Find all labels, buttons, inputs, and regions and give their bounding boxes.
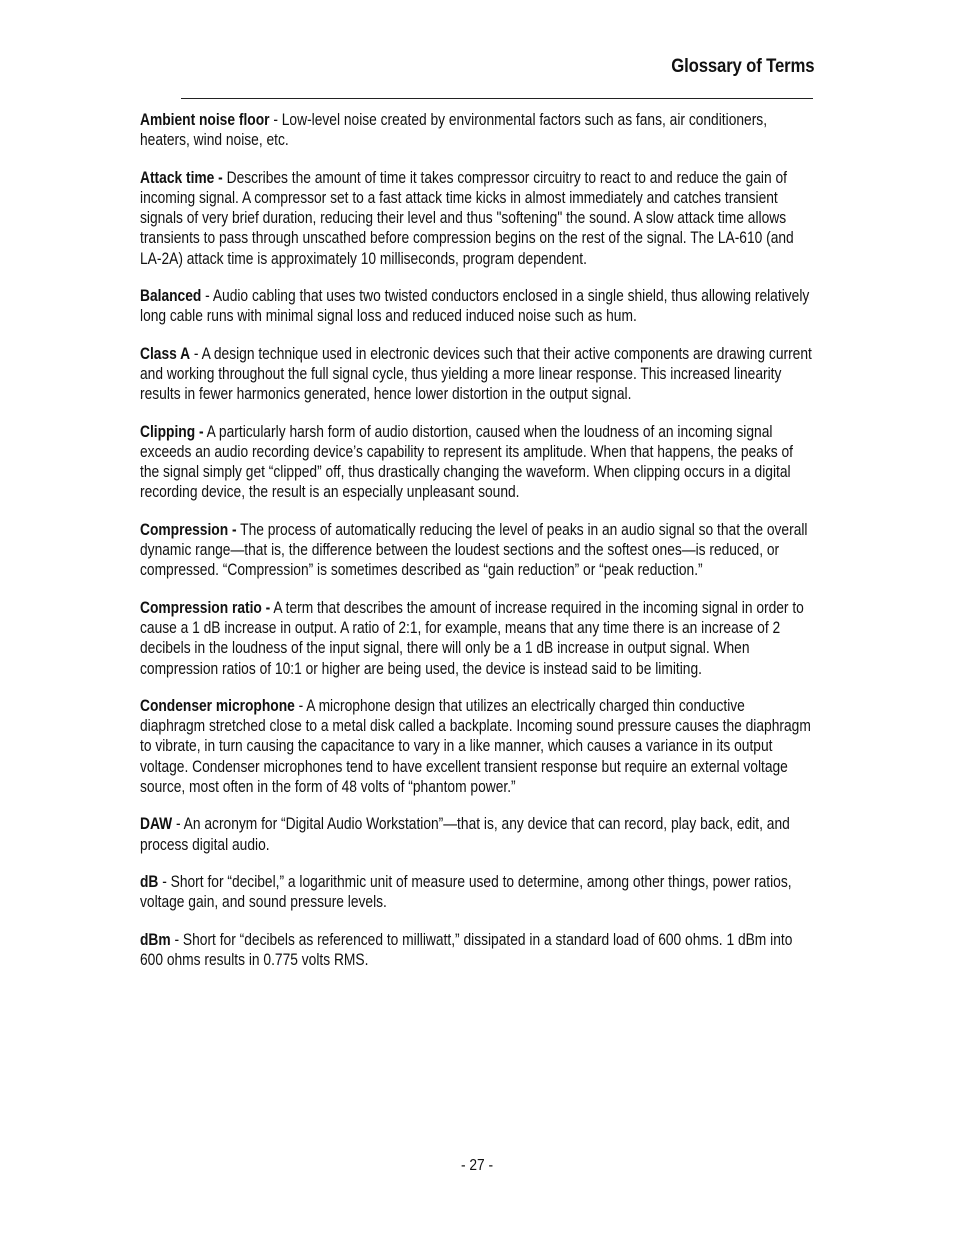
glossary-term: DAW	[140, 815, 173, 834]
glossary-entry-db	[140, 872, 813, 913]
term-separator: -	[269, 111, 282, 129]
glossary-term: Attack time -	[140, 168, 223, 187]
glossary-entry-class-a	[140, 344, 813, 405]
glossary-definition: A design technique used in electronic devices such that their active components are drawing current and working throughout the full signal cycle, thus yielding a more linear response. This increased linearity results in fewer harmonics generated, hence lower distortion in the output signal.	[140, 344, 812, 404]
page-number: - 27 -	[460, 1157, 494, 1174]
glossary-definition: Describes the amount of time it takes compressor circuitry to react to and reduce the gain of incoming signal. A compressor set to a fast attack time kicks in almost immediately and catches transient signals of very brief duration, reducing their level and thus "softening" the sound. A slow attack time allows transients to pass through unscathed before compression begins on the rest of the signal. The LA-610 (and LA-2A) attack time is approximately 10 milliseconds, program dependent.	[140, 168, 794, 268]
glossary-definition: A particularly harsh form of audio distortion, caused when the loudness of an incoming signal exceeds an audio recording device’s capability to represent its amplitude. When that happens, the peaks of the signal simply get “clipped” off, thus drastically changing the waveform. When clipping occurs in a digital recording device, the result is an especially unpleasant sound.	[140, 422, 793, 502]
glossary-definition: Low-level noise created by environmental factors such as fans, air conditioners, heaters, wind noise, etc.	[140, 111, 768, 150]
glossary-definition: A term that describes the amount of increase required in the incoming signal in order to cause a 1 dB increase in output. A ratio of 2:1, for example, means that any time there is an increase of 2 decibels in the loudness of the input signal, there will only be a 1 dB increase in output signal. When compression ratios of 10:1 or higher are being used, the device is instead said to be limiting.	[140, 598, 804, 678]
term-separator: -	[172, 815, 184, 834]
term-separator: -	[170, 930, 183, 949]
term-separator: -	[158, 872, 171, 891]
glossary-definition: An acronym for “Digital Audio Workstation”—that is, any device that can record, play back, edit, and process digital audio.	[140, 815, 790, 854]
glossary-term: dB	[140, 872, 159, 891]
glossary-entry-balanced	[140, 286, 813, 327]
glossary-definition: Short for “decibels as referenced to milliwatt,” dissipated in a standard load of 600 ohms. 1 dBm into 600 ohms results in 0.775 volts RMS.	[140, 930, 793, 969]
glossary-entry-ambient-noise-floor	[140, 110, 813, 151]
glossary-entry-daw	[140, 814, 813, 855]
glossary-term: Class A	[140, 344, 191, 363]
glossary-list	[140, 110, 813, 987]
term-separator: -	[190, 344, 202, 363]
glossary-term: Compression -	[140, 520, 237, 539]
glossary-entry-condenser-microphone	[140, 696, 813, 797]
glossary-term: dBm	[140, 930, 171, 949]
glossary-entry-compression-ratio	[140, 598, 813, 679]
glossary-entry-compression	[140, 520, 813, 581]
glossary-definition: A microphone design that utilizes an electrically charged thin conductive diaphragm stretched close to a metal disk called a backplate. Incoming sound pressure causes the diaphragm to vibrate, in turn causing the capacitance to vary in a like manner, which causes a variance in its output voltage. Condenser microphones tend to have excellent transient response but require an external voltage source, most often in the form of 48 volts of “phantom power.”	[140, 696, 811, 797]
glossary-entry-attack-time	[140, 168, 813, 269]
page-title: Glossary of Terms	[670, 55, 814, 77]
glossary-term: Condenser microphone	[140, 696, 295, 715]
glossary-term: Clipping -	[140, 422, 204, 441]
glossary-entry-dbm	[140, 930, 813, 971]
glossary-entry-clipping	[140, 422, 813, 503]
term-separator: -	[201, 287, 213, 306]
header-divider	[181, 98, 813, 99]
glossary-term: Ambient noise floor	[140, 111, 270, 129]
glossary-term: Compression ratio -	[140, 598, 271, 617]
term-separator: -	[294, 696, 307, 715]
glossary-definition: The process of automatically reducing the level of peaks in an audio signal so that the overall dynamic range—that is, the difference between the loudest sections and the softest ones—is reduced, or compressed. “Compression” is sometimes described as “gain reduction” or “peak reduction.”	[140, 520, 808, 580]
glossary-definition: Audio cabling that uses two twisted conductors enclosed in a single shield, thus allowing relatively long cable runs with minimal signal loss and reduced induced noise such as hum.	[140, 287, 810, 326]
glossary-definition: Short for “decibel,” a logarithmic unit of measure used to determine, among other things, power ratios, voltage gain, and sound pressure levels.	[140, 872, 792, 912]
glossary-term: Balanced	[140, 287, 202, 306]
